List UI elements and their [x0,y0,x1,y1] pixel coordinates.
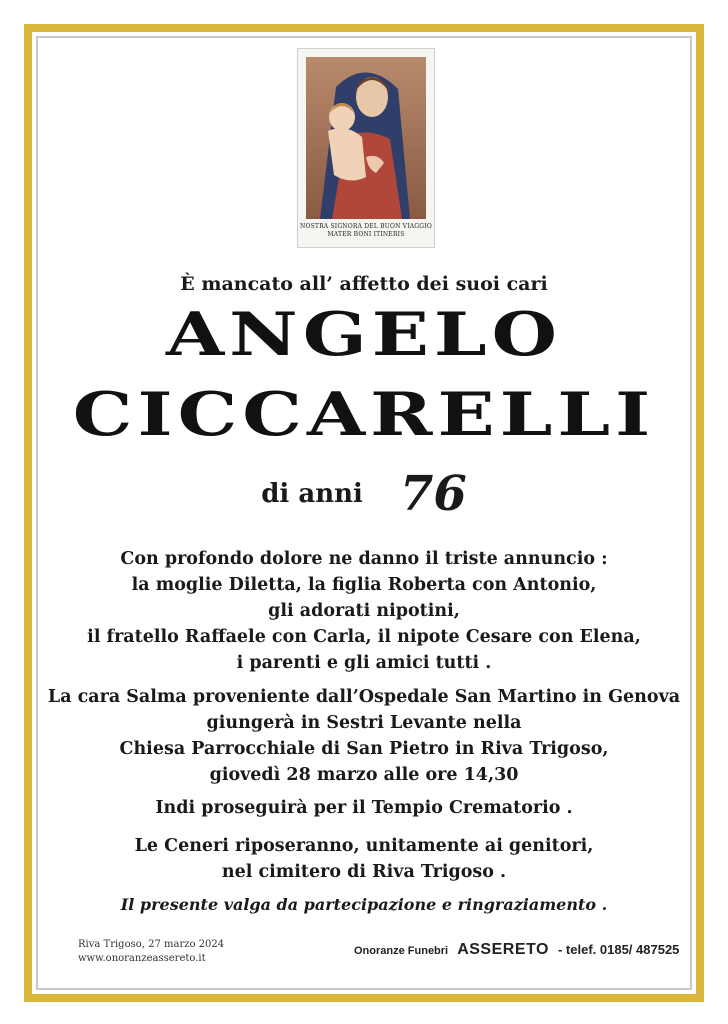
announcement-line: gli adorati nipotini, [268,601,460,621]
announcement-line: la moglie Diletta, la figlia Roberta con Antonio, [131,575,597,595]
funeral-line: La cara Salma proveniente dall’Ospedale San Martino in Genova [47,687,681,707]
funeral-line: Chiesa Parrocchiale di San Pietro in Riva Trigoso, [119,739,609,759]
footer-place-date [78,938,224,966]
holy-card-caption [298,223,434,239]
obituary-notice [38,38,690,988]
intro-text: È mancato all’ affetto dei suoi cari [180,273,548,295]
funeral-line: giovedì 28 marzo alle ore 14,30 [209,765,519,785]
closing-text: Il presente valga da partecipazione e ringraziamento . [120,895,608,914]
funeral-details [38,684,690,788]
holy-card-caption-line: MATER BONI ITINERIS [327,231,405,238]
agency-phone: - telef. 0185/ 487525 [557,942,680,957]
agency-prefix: Onoranze Funebri [354,945,449,957]
last-name: CICCARELLI [72,380,656,450]
age-label: di anni [261,479,363,509]
announcement-line: il fratello Raffaele con Carla, il nipote Cesare con Elena, [87,627,641,647]
announcement-line: i parenti e gli amici tutti . [236,653,492,673]
age-row [38,466,690,526]
ashes-note [38,833,690,885]
first-name: ANGELO [165,300,563,370]
announcement-line: Con profondo dolore ne danno il triste annuncio : [120,549,608,569]
madonna-and-child-image [306,57,426,219]
funeral-line: giungerà in Sestri Levante nella [206,713,522,733]
agency-name: ASSERETO [457,941,549,958]
age-value: 76 [399,466,467,522]
website-text: www.onoranzeassereto.it [78,953,206,964]
family-announcement [38,546,690,676]
funeral-agency [354,941,679,959]
ashes-line: nel cimitero di Riva Trigoso . [221,862,507,882]
place-date: Riva Trigoso, 27 marzo 2024 [78,939,225,950]
holy-card-caption-line: NOSTRA SIGNORA DEL BUON VIAGGIO [300,223,432,230]
ashes-line: Le Ceneri riposeranno, unitamente ai genitori, [134,836,594,856]
crematorium-note: Indi proseguirà per il Tempio Crematorio . [155,798,573,818]
madonna-holy-card [297,48,435,248]
